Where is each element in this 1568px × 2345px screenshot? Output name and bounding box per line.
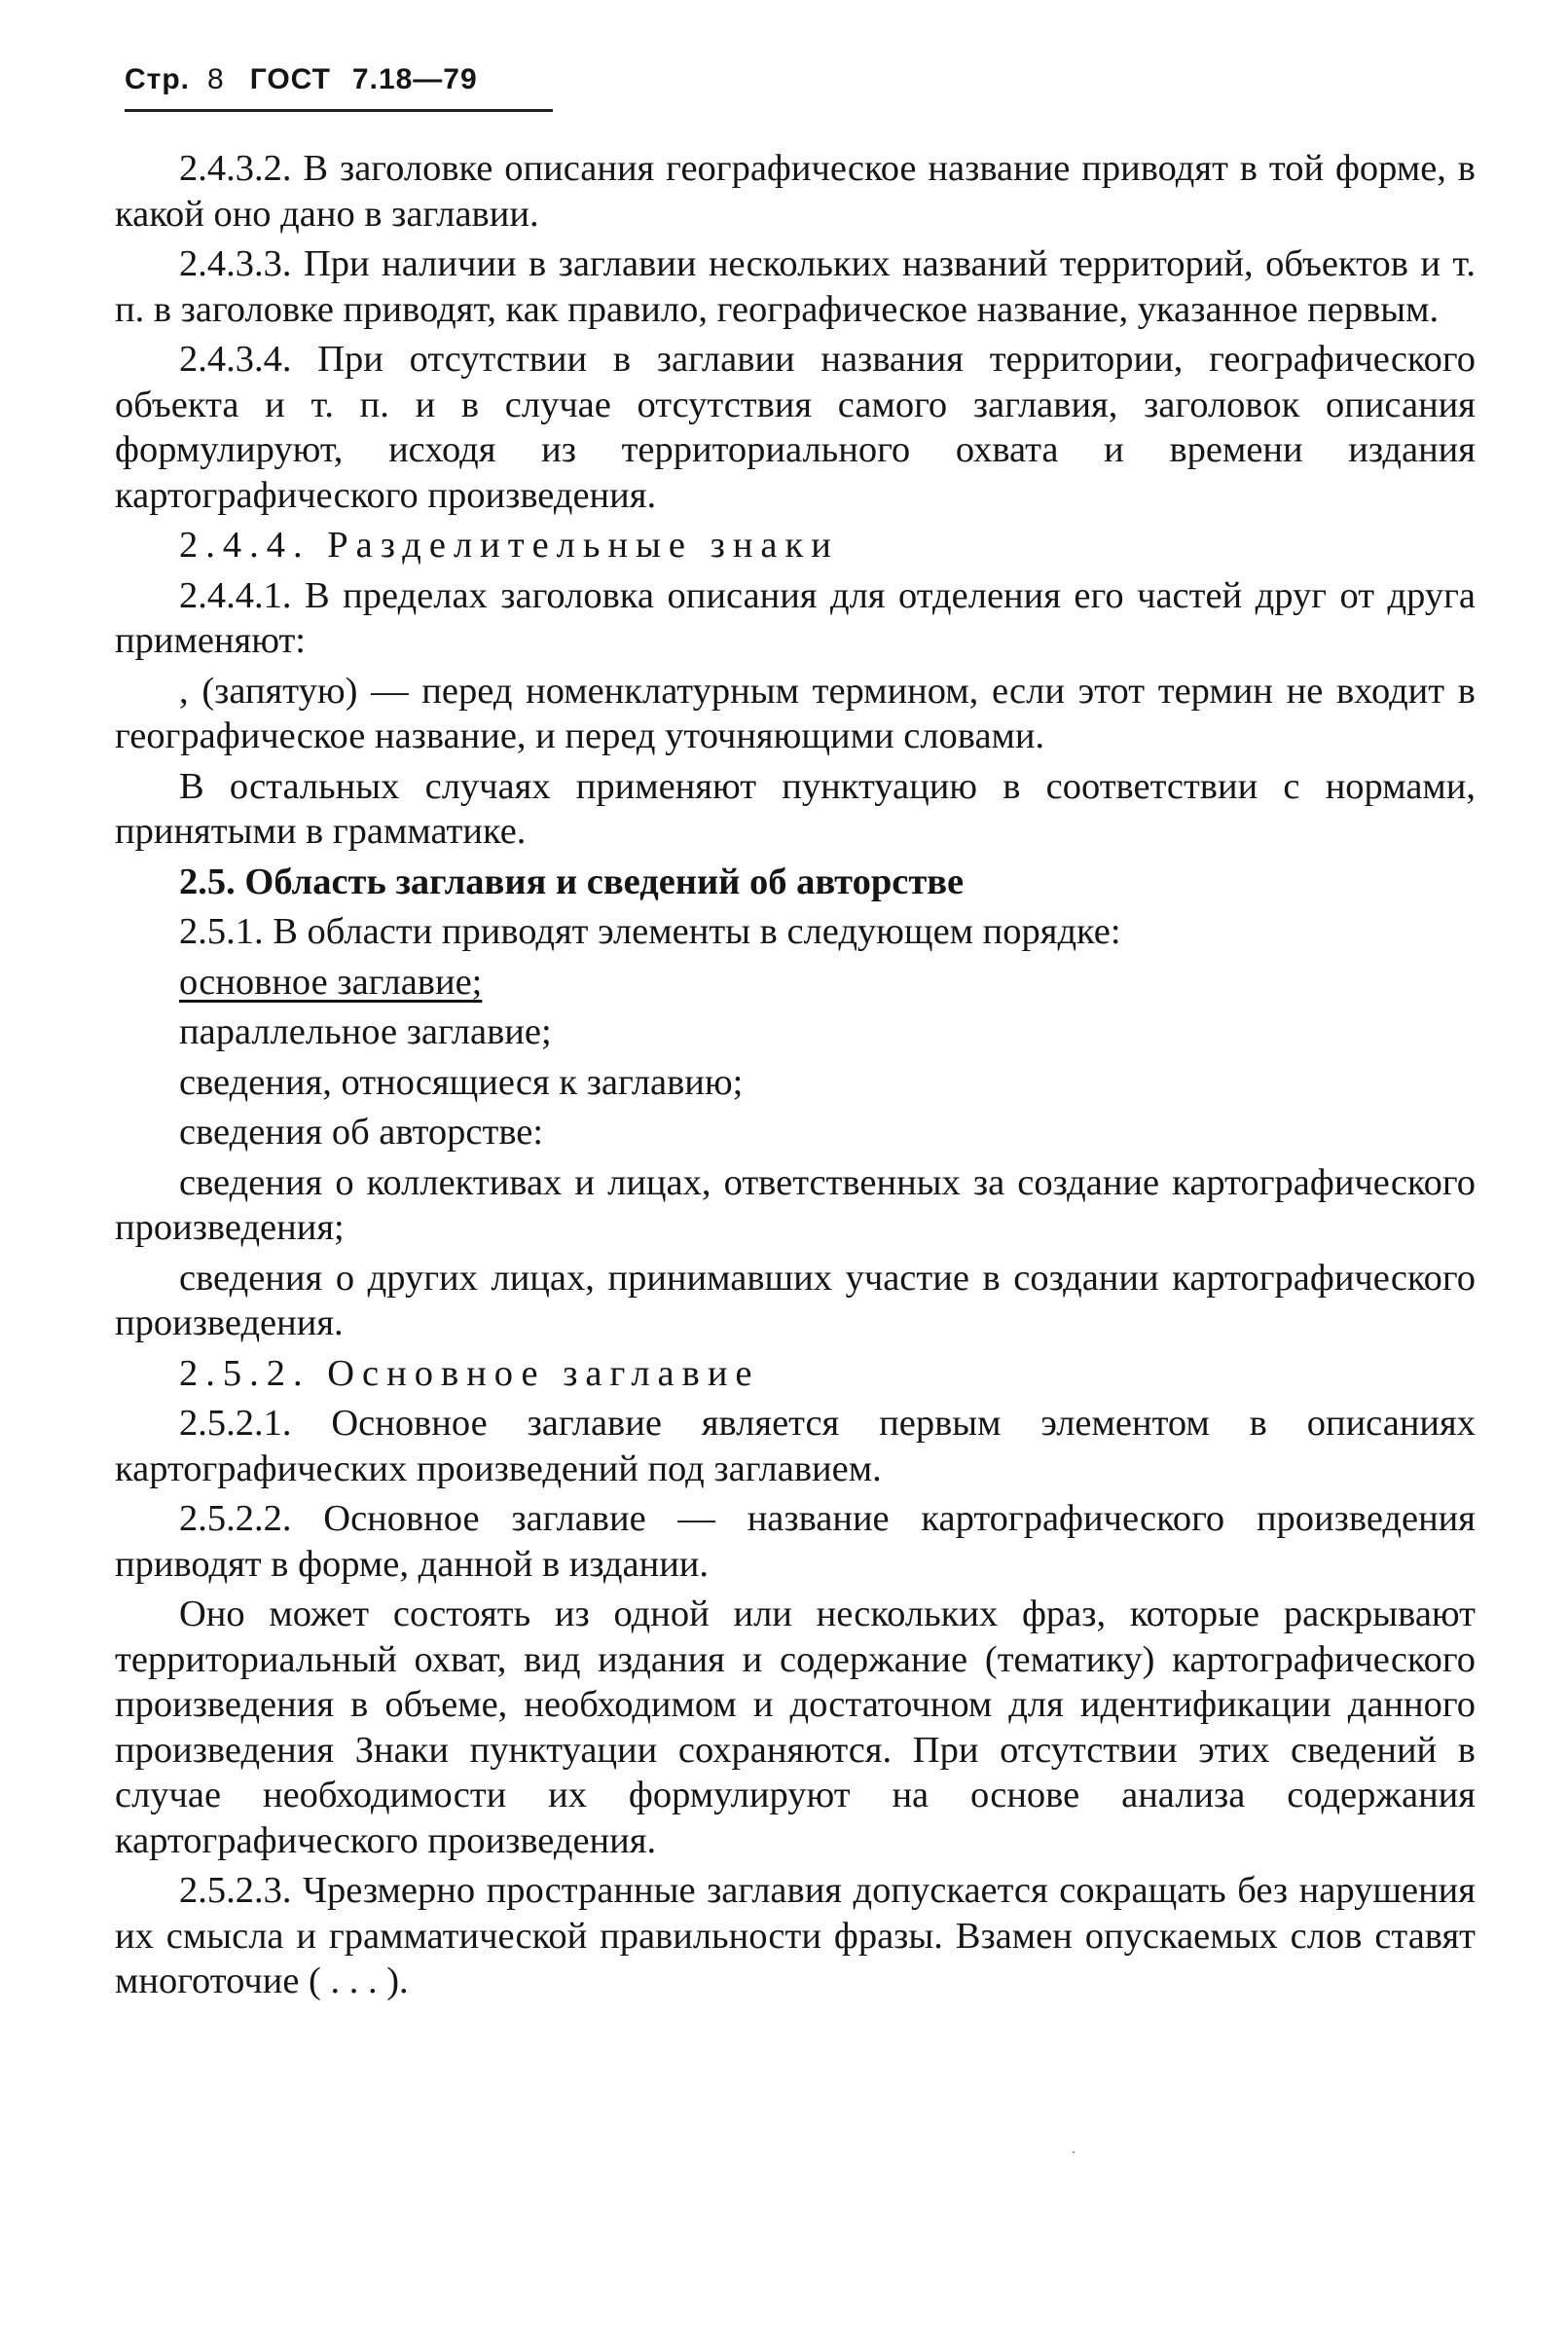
- paragraph-2-5-2-3: 2.5.2.3. Чрезмерно пространные заглавия допускается сокращать без нарушения их смысла и грамматической правильности фразы. Взамен опускаемых слов ставят многоточие ( . . . ).: [115, 1870, 1476, 2001]
- section-heading-2-4-4: 2.4.4. Разделительные знаки: [179, 525, 839, 566]
- paragraph-2-4-3-3: 2.4.3.3. При наличии в заглавии нескольких названий территорий, объектов и т. п. в заголовке приводят, как правило, географическое название, указанное первым.: [115, 243, 1476, 330]
- paragraph-2-4-4-1: 2.4.4.1. В пределах заголовка описания для отделения его частей друг от друга применяют:: [115, 574, 1476, 661]
- standard-number: 7.18—79: [351, 63, 478, 95]
- paragraph-2-4-3-2: 2.4.3.2. В заголовке описания географическое название приводят в той форме, в какой оно дано в заглавии.: [115, 148, 1476, 235]
- list-item: параллельное заглавие;: [179, 1011, 552, 1052]
- list-item: [115, 960, 1476, 1006]
- list-item: сведения, относящиеся к заглавию;: [179, 1061, 744, 1103]
- paragraph-title-content: Оно может состоять из одной или нескольких фраз, которые раскрывают территориальный охват, вид издания и содержание (тематику) картографического произведения в объеме, необходимом и достаточном для идентификации данного произведения Знаки пунктуации сохраняются. При отсутствии этих сведений в случае необходимости их формулируют на основе анализа содержания картографического произведения.: [115, 1594, 1476, 1861]
- document-body: [115, 146, 1476, 2009]
- page-header: [125, 60, 553, 112]
- list-item-text: основное заглавие;: [179, 961, 483, 1003]
- paragraph-comma-rule: , (запятую) — перед номенклатурным термином, если этот термин не входит в географическое название, и перед уточняющими словами.: [115, 670, 1476, 756]
- page-number: 8: [207, 63, 225, 95]
- scan-speck: [1073, 2151, 1075, 2153]
- paragraph-2-5-1: 2.5.1. В области приводят элементы в следующем порядке:: [179, 911, 1121, 952]
- section-heading-2-5-2: 2.5.2. Основное заглавие: [179, 1352, 760, 1394]
- list-item: сведения о коллективах и лицах, ответственных за создание картографического произведения;: [115, 1161, 1476, 1248]
- paragraph-other-cases: В остальных случаях применяют пунктуацию в соответствии с нормами, принятыми в грамматике.: [115, 765, 1476, 852]
- list-item: сведения о других лицах, принимавших участие в создании картографического произведения.: [115, 1257, 1476, 1343]
- section-heading-2-5: 2.5. Область заглавия и сведений об авторстве: [179, 861, 965, 902]
- paragraph-2-5-2-1: 2.5.2.1. Основное заглавие является первым элементом в описаниях картографических произведений под заглавием.: [115, 1403, 1476, 1489]
- paragraph-2-5-2-2: 2.5.2.2. Основное заглавие — название картографического произведения приводят в форме, данной в издании.: [115, 1498, 1476, 1585]
- standard-label: ГОСТ: [249, 63, 331, 95]
- page-label: Стр.: [125, 63, 191, 95]
- paragraph-2-4-3-4: 2.4.3.4. При отсутствии в заглавии названия территории, географического объекта и т. п. и в случае отсутствия самого заглавия, заголовок описания формулируют, исходя из территориального охвата и времени издания картографического произведения.: [115, 339, 1476, 516]
- list-item: сведения об авторстве:: [179, 1112, 544, 1153]
